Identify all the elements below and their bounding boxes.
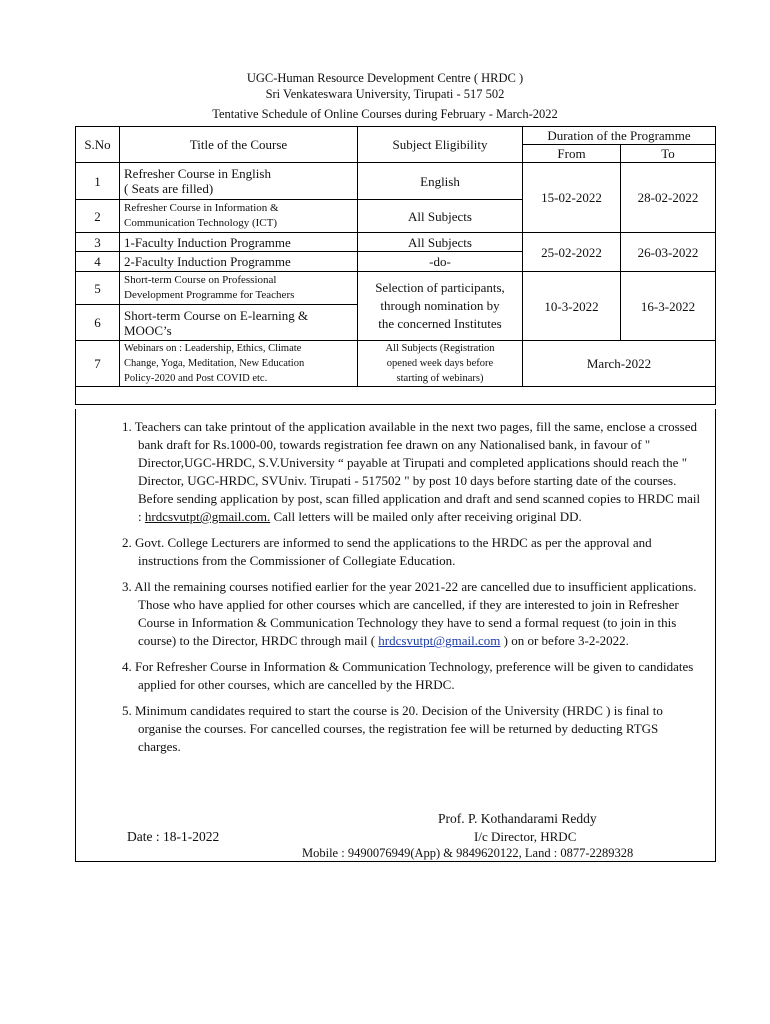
course-title-line: ( Seats are filled) bbox=[124, 181, 214, 196]
header-title: Title of the Course bbox=[120, 127, 358, 163]
course-title-line: MOOC’s bbox=[124, 322, 172, 338]
row-sno: 6 bbox=[76, 305, 120, 341]
note-item: 4. For Refresher Course in Information & Communication Technology, preference will be given to candidates applied for other courses, which are cancelled by the HRDC. bbox=[122, 659, 694, 692]
schedule-title: Tentative Schedule of Online Courses during February - March-2022 bbox=[212, 107, 558, 121]
note-text: ) on or before 3-2-2022. bbox=[500, 633, 629, 648]
course-title-line: Change, Yoga, Meditation, New Education bbox=[124, 358, 305, 369]
eligibility-line: All Subjects (Registration bbox=[385, 343, 495, 354]
course-title-line: Short-term Course on Professional bbox=[124, 274, 277, 286]
table-header-row bbox=[76, 127, 716, 145]
date-to: 16-3-2022 bbox=[621, 272, 716, 341]
issue-date: Date : 18-1-2022 bbox=[127, 829, 220, 844]
table-spacer-row bbox=[76, 387, 716, 405]
subject-eligibility: -do- bbox=[358, 252, 523, 272]
eligibility-line: starting of webinars) bbox=[396, 373, 484, 384]
subject-eligibility: All Subjects bbox=[358, 200, 523, 233]
row-sno: 5 bbox=[76, 272, 120, 305]
course-title-line: Refresher Course in Information & bbox=[124, 202, 279, 214]
course-title bbox=[120, 341, 358, 387]
note-text: 1. Teachers can take printout of the application available in the next two pages, fill the same, enclose a crossed bank draft for Rs.1000-00, towards registration fee drawn on any Nationalised bank, in favour of " Director,UGC-HRDC, S.V.University “ payable at Tirupati and completed applications should reach the " Director, UGC-HRDC, SVUniv. Tirupati - 517502 " by post 10 days before starting date of the courses. Before sending application by post, scan filled application and draft and send scanned copies to HRDC mail : bbox=[122, 419, 701, 524]
date-range: March-2022 bbox=[523, 341, 716, 387]
date-from: 25-02-2022 bbox=[523, 233, 621, 272]
course-title-line: Short-term Course on E-learning & bbox=[124, 307, 309, 323]
course-title bbox=[120, 305, 358, 341]
note-text: 3. All the remaining courses notified earlier for the year 2021-22 are cancelled due to insufficient applications. Those who have applied for other courses which are cancelled, if they are interested to join in Refresher Course in Information & Communication Technology they have to send a formal request (to join in this course) to the Director, HRDC through mail ( bbox=[122, 579, 697, 648]
row-sno: 2 bbox=[76, 200, 120, 233]
note-item bbox=[122, 418, 702, 526]
eligibility-line: the concerned Institutes bbox=[378, 316, 502, 331]
course-title-line: Refresher Course in English bbox=[124, 166, 271, 181]
table-row bbox=[76, 233, 716, 252]
signatory-name: Prof. P. Kothandarami Reddy bbox=[438, 811, 597, 826]
header-eligibility: Subject Eligibility bbox=[358, 127, 523, 163]
row-sno: 3 bbox=[76, 233, 120, 252]
course-title: 1-Faculty Induction Programme bbox=[120, 233, 358, 252]
course-title-line: Communication Technology (ICT) bbox=[124, 217, 278, 229]
eligibility-line: opened week days before bbox=[386, 358, 494, 369]
course-title bbox=[120, 163, 358, 200]
note-item: 2. Govt. College Lecturers are informed to send the applications to the HRDC as per the approval and instructions from the Commissioner of Collegiate Education. bbox=[122, 535, 652, 568]
eligibility-line: through nomination by bbox=[380, 298, 500, 313]
schedule-table bbox=[75, 126, 716, 405]
contact-numbers: Mobile : 9490076949(App) & 9849620122, Land : 0877-2289328 bbox=[302, 846, 634, 860]
header-line-2: Sri Venkateswara University, Tirupati - 517 502 bbox=[265, 87, 505, 101]
hrdc-email-link[interactable]: hrdcsvutpt@gmail.com. bbox=[144, 509, 271, 524]
header-sno: S.No bbox=[76, 127, 120, 163]
table-row bbox=[76, 163, 716, 200]
table-row bbox=[76, 272, 716, 305]
date-to: 28-02-2022 bbox=[621, 163, 716, 233]
subject-eligibility bbox=[358, 272, 523, 341]
course-title: 2-Faculty Induction Programme bbox=[120, 252, 358, 272]
signatory-designation: I/c Director, HRDC bbox=[474, 829, 577, 844]
course-title bbox=[120, 272, 358, 305]
notes-list bbox=[122, 418, 702, 764]
course-title-line: Development Programme for Teachers bbox=[124, 289, 295, 301]
eligibility-line: Selection of participants, bbox=[375, 280, 505, 295]
course-title-line: Policy-2020 and Post COVID etc. bbox=[124, 373, 268, 384]
table-row bbox=[76, 341, 716, 387]
note-item bbox=[122, 578, 702, 650]
course-title-line: Webinars on : Leadership, Ethics, Climate bbox=[124, 343, 302, 354]
date-from: 15-02-2022 bbox=[523, 163, 621, 233]
subject-eligibility bbox=[358, 341, 523, 387]
subject-eligibility: All Subjects bbox=[358, 233, 523, 252]
spacer-cell bbox=[76, 387, 716, 405]
row-sno: 7 bbox=[76, 341, 120, 387]
header-from: From bbox=[523, 145, 621, 163]
header-duration: Duration of the Programme bbox=[523, 127, 716, 145]
date-to: 26-03-2022 bbox=[621, 233, 716, 272]
header-to: To bbox=[621, 145, 716, 163]
note-item: 5. Minimum candidates required to start the course is 20. Decision of the University (HRDC ) is final to organise the courses. For cancelled courses, the registration fee will be returned by deducting RTGS charges. bbox=[122, 703, 663, 754]
note-text: Call letters will be mailed only after receiving original DD. bbox=[270, 509, 582, 524]
header-line-1: UGC-Human Resource Development Centre ( HRDC ) bbox=[246, 71, 524, 85]
subject-eligibility: English bbox=[358, 163, 523, 200]
course-title bbox=[120, 200, 358, 233]
date-from: 10-3-2022 bbox=[523, 272, 621, 341]
row-sno: 1 bbox=[76, 163, 120, 200]
row-sno: 4 bbox=[76, 252, 120, 272]
hrdc-email-link[interactable]: hrdcsvutpt@gmail.com bbox=[378, 633, 501, 648]
